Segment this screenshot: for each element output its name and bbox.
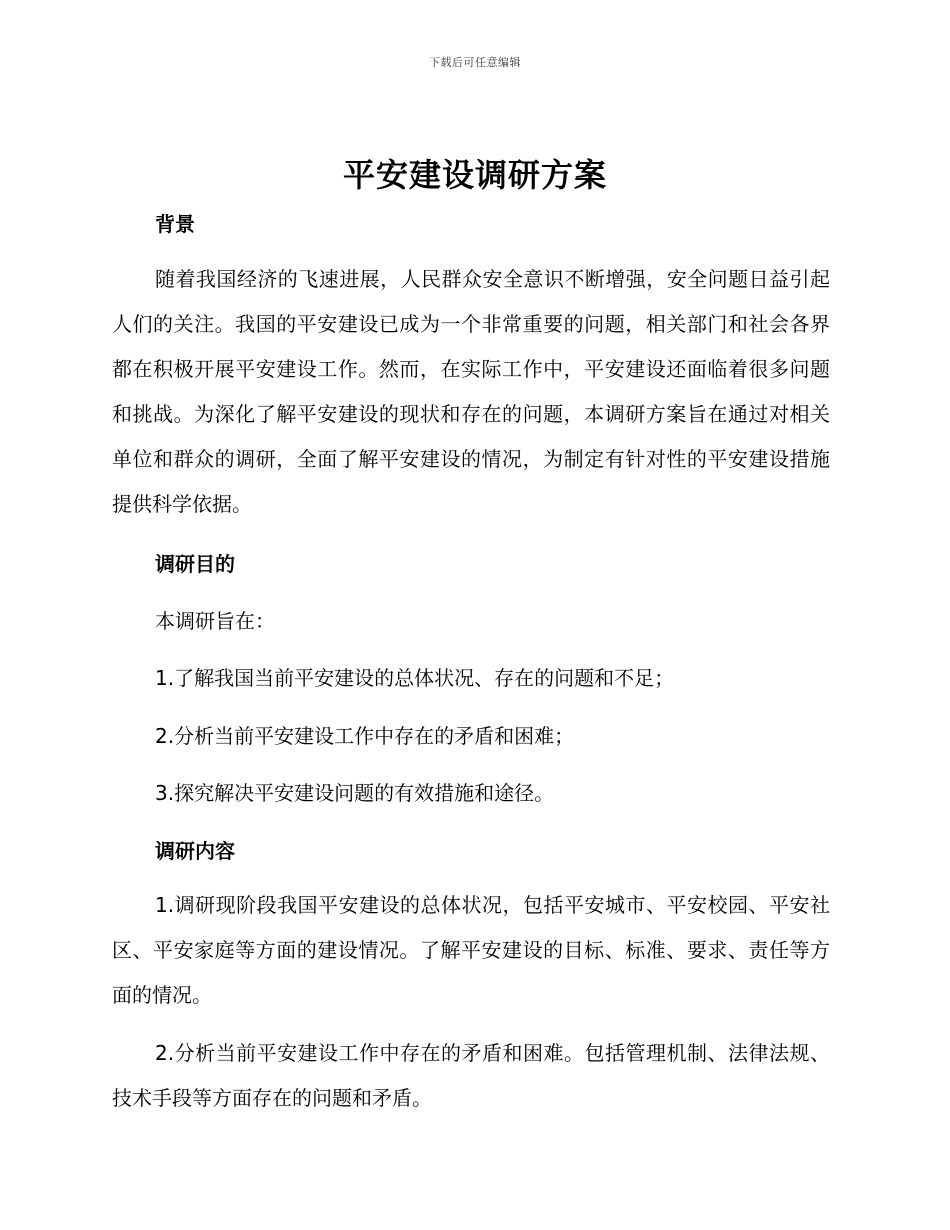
purpose-item-3: 3.探究解决平安建设问题的有效措施和途径。 <box>155 781 555 805</box>
header-note: 下载后可任意编辑 <box>429 56 521 69</box>
section-heading-purpose: 调研目的 <box>155 552 235 576</box>
section-heading-background: 背景 <box>155 212 195 236</box>
purpose-item-1: 1.了解我国当前平安建设的总体状况、存在的问题和不足； <box>155 666 675 690</box>
purpose-intro: 本调研旨在： <box>155 609 275 633</box>
background-paragraph: 随着我国经济的飞速进展，人民群众安全意识不断增强，安全问题日益引起人们的关注。我国的平安建设已成为一个非常重要的问题，相关部门和社会各界都在积极开展平安建设工作。然而，在实际工作中，平安建设还面临着很多问题和挑战。为深化了解平安建设的现状和存在的问题，本调研方案旨在通过对相关单位和群众的调研，全面了解平安建设的情况，为制定有针对性的平安建设措施提供科学依据。 <box>112 267 830 516</box>
purpose-item-2: 2.分析当前平安建设工作中存在的矛盾和困难； <box>155 724 575 748</box>
document-title: 平安建设调研方案 <box>342 156 607 194</box>
content-paragraph-2: 2.分析当前平安建设工作中存在的矛盾和困难。包括管理机制、法律法规、技术手段等方面存在的问题和矛盾。 <box>112 1041 830 1110</box>
content-paragraph-1: 1.调研现阶段我国平安建设的总体状况，包括平安城市、平安校园、平安社区、平安家庭等方面的建设情况。了解平安建设的目标、标准、要求、责任等方面的情况。 <box>112 893 830 1007</box>
section-heading-content: 调研内容 <box>155 839 235 863</box>
